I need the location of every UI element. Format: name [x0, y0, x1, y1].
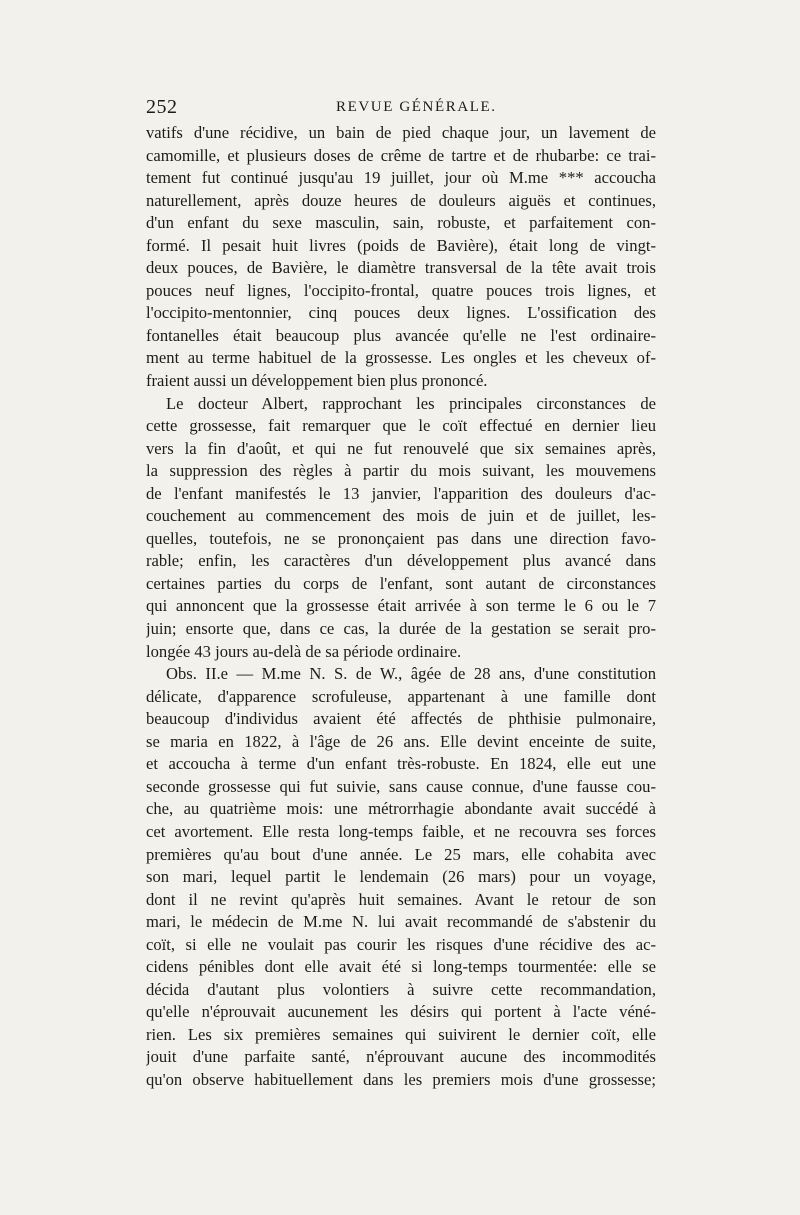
- text-line: d'un enfant du sexe masculin, sain, robuste, et parfaitement con-: [146, 213, 656, 233]
- text-line: longée 43 jours au-delà de sa période ordinaire.: [146, 641, 462, 661]
- text-line: fontanelles était beaucoup plus avancée qu'elle ne l'est ordinaire-: [146, 325, 656, 345]
- text-line: jouit d'une parfaite santé, n'éprouvant aucune des incommodités: [146, 1047, 656, 1067]
- text-line: qu'elle n'éprouvait aucunement les désirs qui portent à l'acte véné-: [146, 1002, 656, 1022]
- text-line: Le docteur Albert, rapprochant les principales circonstances de: [166, 393, 656, 413]
- text-line: camomille, et plusieurs doses de crême de tartre et de rhubarbe: ce trai-: [146, 145, 656, 165]
- text-line: l'occipito-mentonnier, cinq pouces deux lignes. L'ossification des: [146, 303, 656, 323]
- text-line: naturellement, après douze heures de douleurs aiguës et continues,: [146, 190, 656, 210]
- text-line: deux pouces, de Bavière, le diamètre transversal de la tête avait trois: [146, 258, 656, 278]
- text-line: beaucoup d'individus avaient été affectés de phthisie pulmonaire,: [146, 709, 656, 729]
- text-line: seconde grossesse qui fut suivie, sans cause connue, d'une fausse cou-: [146, 776, 656, 796]
- text-line: certaines parties du corps de l'enfant, sont autant de circonstances: [146, 573, 656, 593]
- text-line: de l'enfant manifestés le 13 janvier, l'apparition des douleurs d'ac-: [146, 483, 656, 503]
- text-line: rien. Les six premières semaines qui suivirent le dernier coït, elle: [146, 1024, 656, 1044]
- body-text: [146, 122, 656, 1092]
- text-line: qu'on observe habituellement dans les premiers mois d'une grossesse;: [146, 1069, 656, 1089]
- text-line: couchement au commencement des mois de juin et de juillet, les-: [146, 506, 656, 526]
- text-line: rable; enfin, les caractères d'un développement plus avancé dans: [146, 551, 656, 571]
- text-line: cidens pénibles dont elle avait été si long-temps tourmentée: elle se: [146, 957, 656, 977]
- text-line: quelles, toutefois, ne se prononçaient pas dans une direction favo-: [146, 528, 656, 548]
- text-line: décida d'autant plus volontiers à suivre cette recommandation,: [146, 979, 656, 999]
- text-line: vatifs d'une récidive, un bain de pied chaque jour, un lavement de: [146, 123, 656, 142]
- text-line: la suppression des règles à partir du mois suivant, les mouvemens: [146, 461, 656, 481]
- page-number: 252: [146, 96, 178, 118]
- text-line: tement fut continué jusqu'au 19 juillet, jour où M.me *** accoucha: [146, 168, 656, 188]
- text-line: délicate, d'apparence scrofuleuse, appartenant à une famille dont: [146, 686, 656, 706]
- text-line: juin; ensorte que, dans ce cas, la durée de la gestation se serait pro-: [146, 619, 656, 639]
- text-line: son mari, lequel partit le lendemain (26 mars) pour un voyage,: [146, 867, 656, 887]
- text-line: cette grossesse, fait remarquer que le coït effectué en dernier lieu: [146, 416, 656, 436]
- text-line: ment au terme habituel de la grossesse. Les ongles et les cheveux of-: [146, 348, 656, 368]
- text-line: coït, si elle ne voulait pas courir les risques d'une récidive des ac-: [146, 934, 656, 954]
- text-line: vers la fin d'août, et qui ne fut renouvelé que six semaines après,: [146, 438, 656, 458]
- text-line: se maria en 1822, à l'âge de 26 ans. Elle devint enceinte de suite,: [146, 731, 656, 751]
- text-line: formé. Il pesait huit livres (poids de Bavière), était long de vingt-: [146, 235, 656, 255]
- page-header: [146, 96, 656, 122]
- text-line: pouces neuf lignes, l'occipito-frontal, quatre pouces trois lignes, et: [146, 280, 656, 300]
- running-title: REVUE GÉNÉRALE.: [336, 99, 497, 115]
- text-line: dont il ne revint qu'après huit semaines. Avant le retour de son: [146, 889, 656, 909]
- text-line: premières qu'au bout d'une année. Le 25 mars, elle cohabita avec: [146, 844, 656, 864]
- text-line: et accoucha à terme d'un enfant très-robuste. En 1824, elle eut une: [146, 754, 656, 774]
- text-line: mari, le médecin de M.me N. lui avait recommandé de s'abstenir du: [146, 912, 656, 932]
- text-line: qui annoncent que la grossesse était arrivée à son terme le 6 ou le 7: [146, 596, 656, 616]
- text-line: fraient aussi un développement bien plus prononcé.: [146, 371, 488, 391]
- text-line: Obs. II.e — M.me N. S. de W., âgée de 28 ans, d'une constitution: [166, 664, 656, 684]
- text-line: che, au quatrième mois: une métrorrhagie abondante avait succédé à: [146, 799, 656, 819]
- text-line: cet avortement. Elle resta long-temps faible, et ne recouvra ses forces: [146, 821, 656, 841]
